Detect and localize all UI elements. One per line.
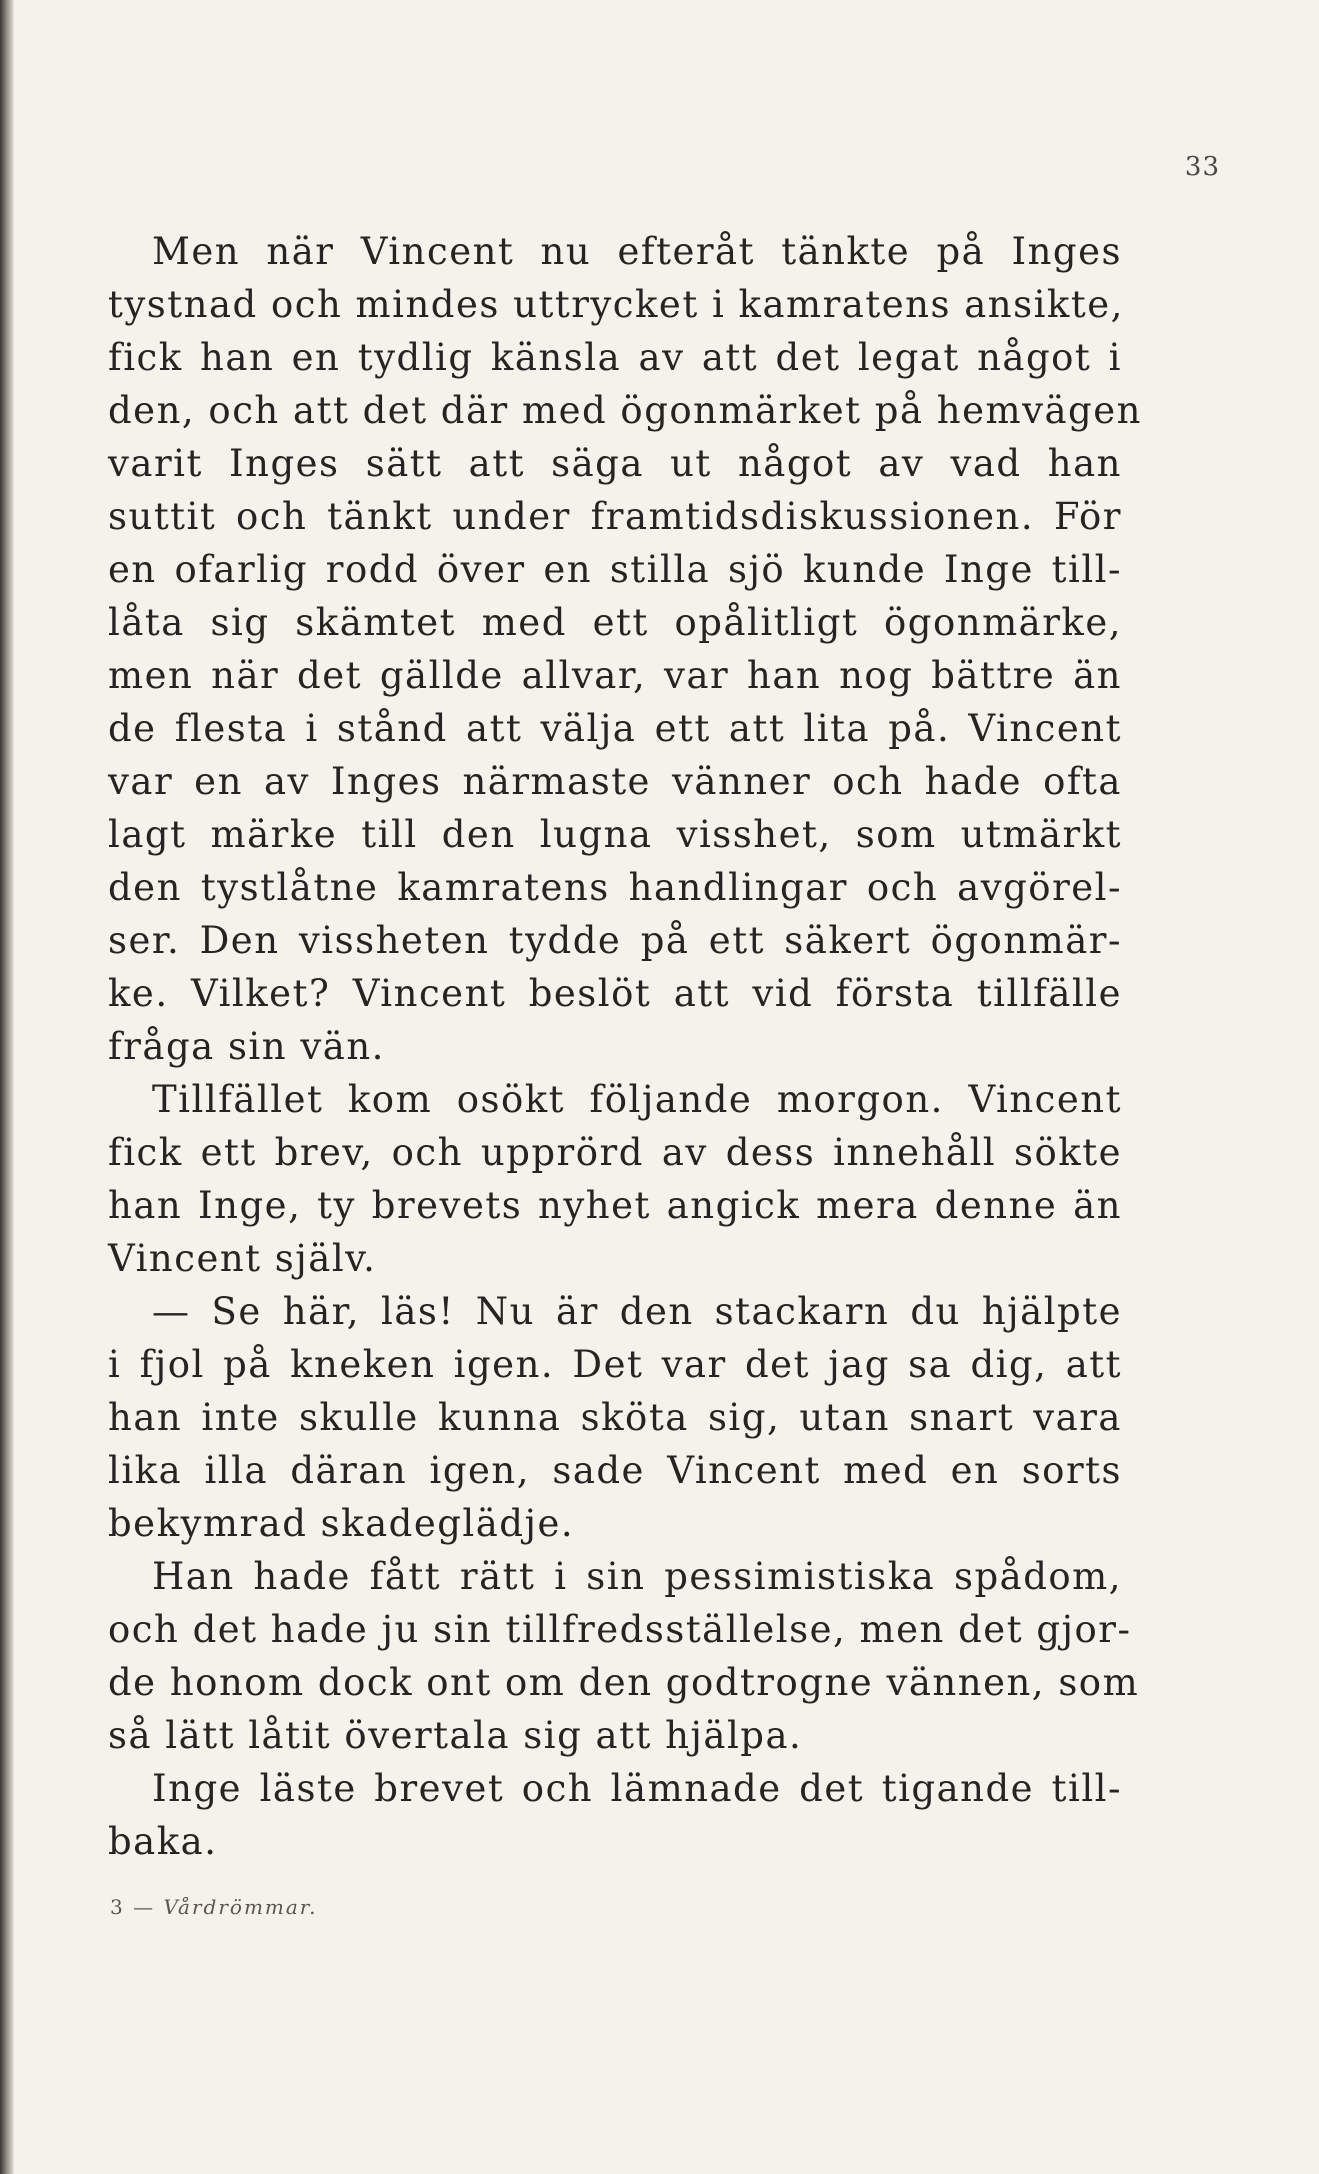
- text-line: ke. Vilket? Vincent beslöt att vid första tillfälle: [108, 972, 1122, 1015]
- book-title-footer: Vårdrömmar.: [163, 1895, 318, 1919]
- text-line: tystnad och mindes uttrycket i kamratens ansikte,: [108, 283, 1124, 326]
- text-line: Inge läste brevet och lämnade det tigande till-: [152, 1767, 1122, 1810]
- text-line: — Se här, läs! Nu är den stackarn du hjälpte: [152, 1290, 1122, 1333]
- printer-signature: [110, 1895, 318, 1919]
- text-line: låta sig skämtet med ett opålitligt ögonmärke,: [108, 601, 1122, 644]
- text-line: lika illa däran igen, sade Vincent med en sorts: [108, 1449, 1122, 1492]
- text-line: en ofarlig rodd över en stilla sjö kunde Inge till-: [108, 548, 1122, 591]
- page-binding-edge: [0, 0, 14, 2174]
- text-line: Tillfället kom osökt följande morgon. Vincent: [152, 1078, 1122, 1121]
- text-line: Vincent själv.: [108, 1237, 377, 1280]
- text-line: Han hade fått rätt i sin pessimistiska spådom,: [152, 1555, 1122, 1598]
- text-line: men när det gällde allvar, var han nog bättre än: [108, 654, 1122, 697]
- text-line: varit Inges sätt att säga ut något av vad han: [108, 442, 1122, 485]
- text-line: den tystlåtne kamratens handlingar och avgörel-: [108, 866, 1122, 909]
- text-line: de honom dock ont om den godtrogne vännen, som: [108, 1661, 1140, 1704]
- text-line: var en av Inges närmaste vänner och hade ofta: [108, 760, 1122, 803]
- text-line: de flesta i stånd att välja ett att lita på. Vincent: [108, 707, 1122, 750]
- text-line: han inte skulle kunna sköta sig, utan snart vara: [108, 1396, 1122, 1439]
- text-line: fick han en tydlig känsla av att det legat något i: [108, 336, 1122, 379]
- text-line: han Inge, ty brevets nyhet angick mera denne än: [108, 1184, 1122, 1227]
- text-line: och det hade ju sin tillfredsställelse, men det gjor-: [108, 1608, 1132, 1651]
- text-line: baka.: [108, 1820, 218, 1863]
- text-line: fick ett brev, och upprörd av dess innehåll sökte: [108, 1131, 1122, 1174]
- page-number: 33: [1184, 152, 1220, 182]
- body-text: [108, 225, 1142, 1868]
- text-line: bekymrad skadeglädje.: [108, 1502, 575, 1545]
- text-line: fråga sin vän.: [108, 1025, 385, 1068]
- text-line: suttit och tänkt under framtidsdiskussionen. För: [108, 495, 1122, 538]
- text-line: lagt märke till den lugna visshet, som utmärkt: [108, 813, 1122, 856]
- text-line: den, och att det där med ögonmärket på hemvägen: [108, 389, 1142, 432]
- text-line: Men när Vincent nu efteråt tänkte på Inges: [152, 230, 1122, 273]
- text-line: ser. Den vissheten tydde på ett säkert ögonmär-: [108, 919, 1122, 962]
- text-line: i fjol på kneken igen. Det var det jag sa dig, att: [108, 1343, 1122, 1386]
- text-line: så lätt låtit övertala sig att hjälpa.: [108, 1714, 803, 1757]
- signature-mark: 3 —: [110, 1895, 156, 1919]
